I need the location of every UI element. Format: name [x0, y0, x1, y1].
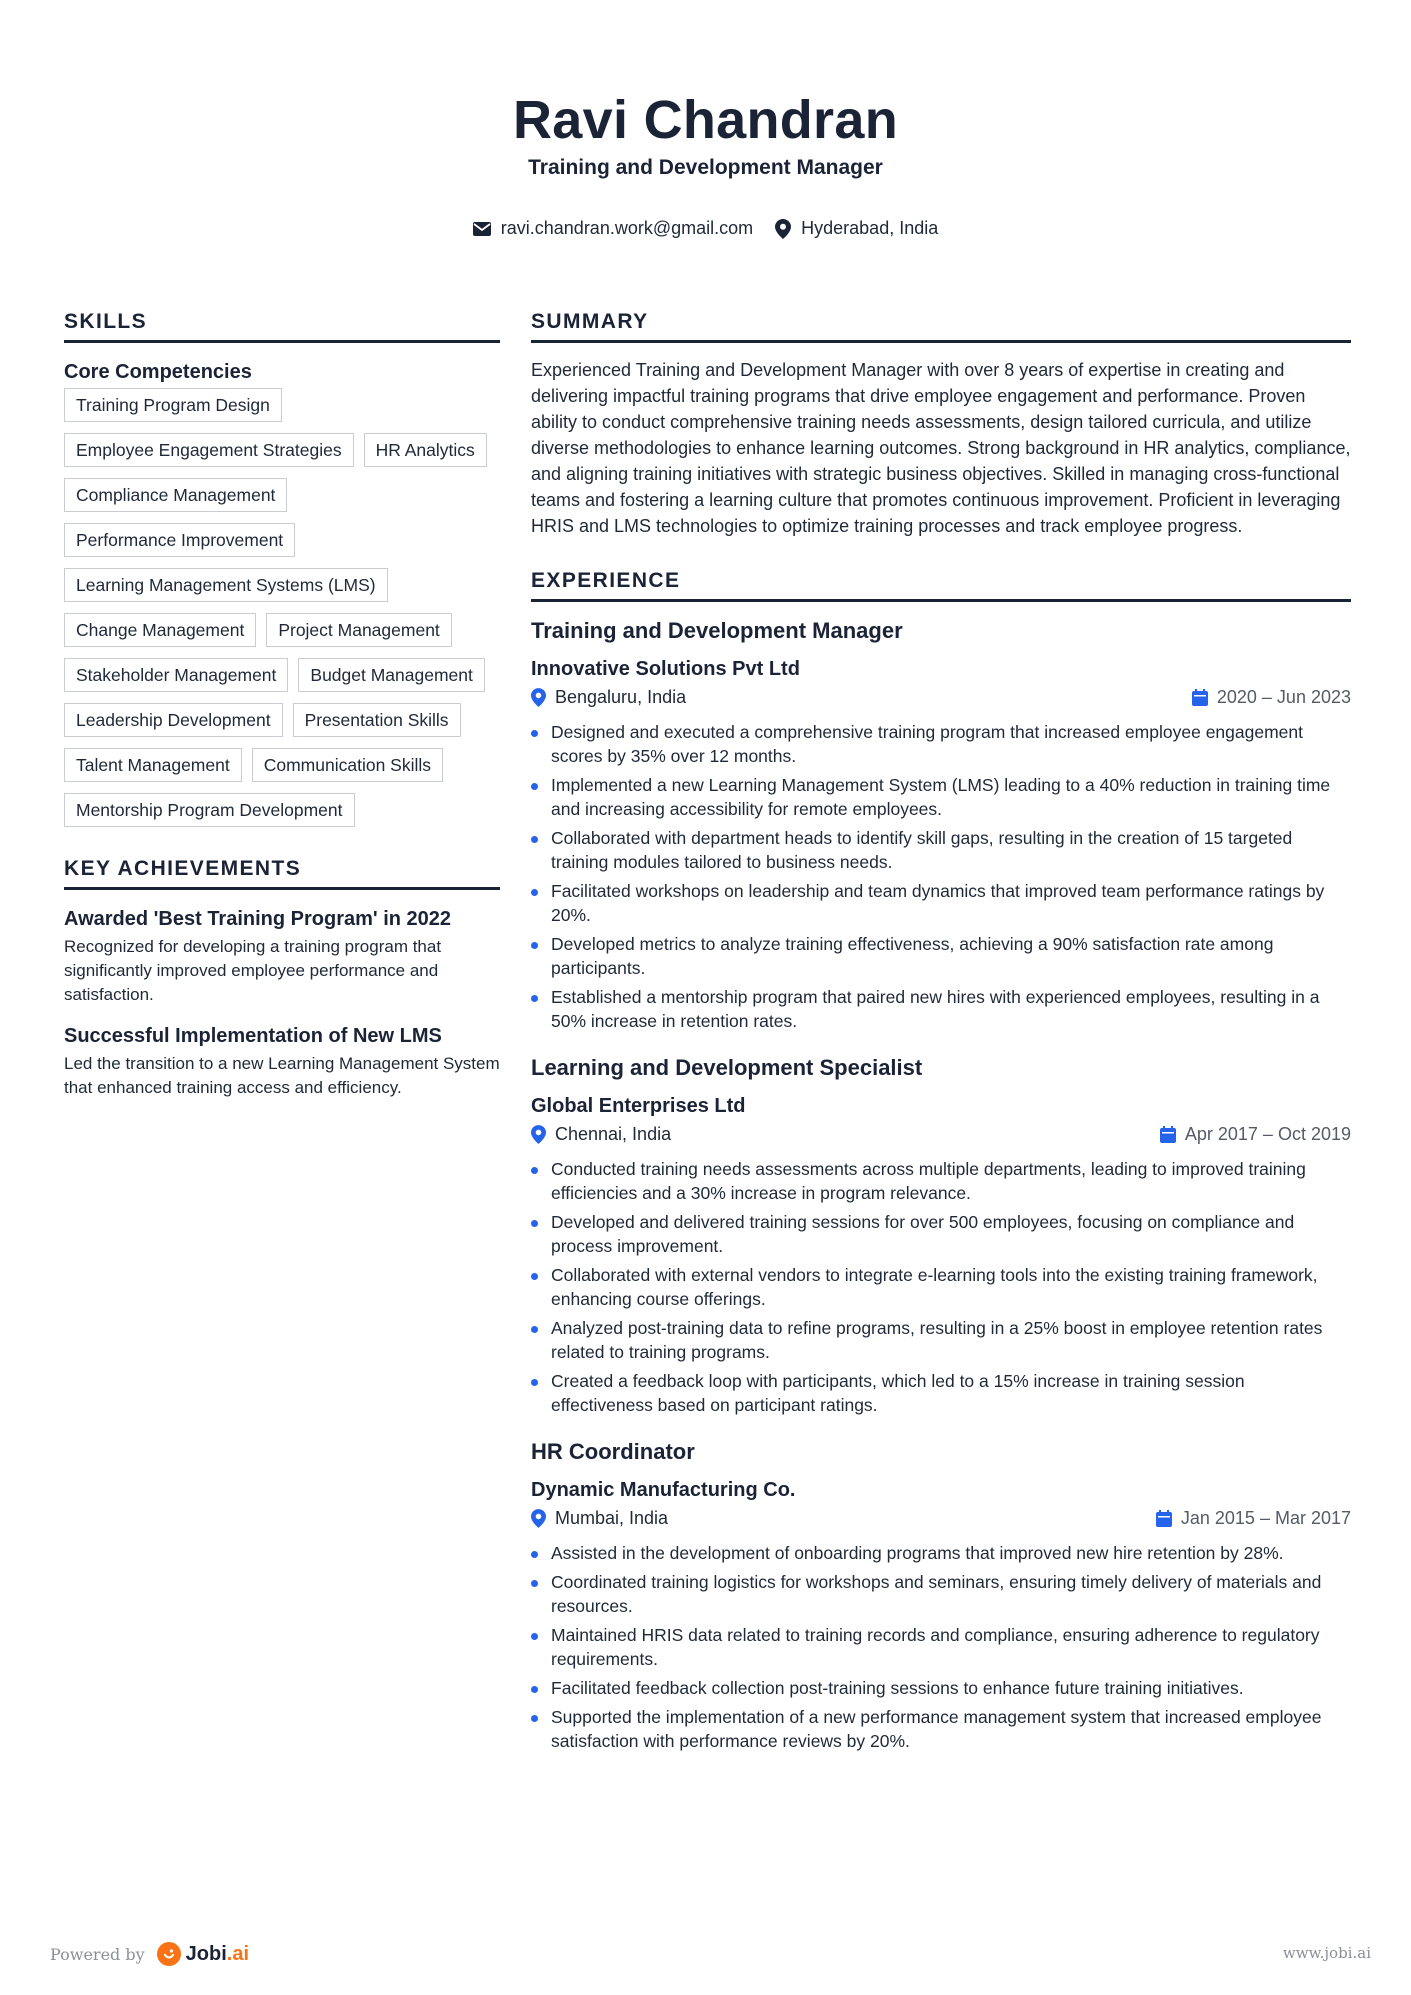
map-pin-icon	[531, 1509, 546, 1528]
bullet-dot-icon	[531, 1167, 538, 1174]
list-item	[531, 1570, 1351, 1618]
job-title: HR Coordinator	[531, 1439, 695, 1464]
powered-by-text: Powered by	[50, 1944, 145, 1964]
skill-tag: Learning Management Systems (LMS)	[64, 568, 388, 602]
list-item	[531, 1210, 1351, 1258]
calendar-icon	[1192, 689, 1208, 706]
job-location	[531, 1124, 671, 1145]
bullet-dot-icon	[531, 1220, 538, 1227]
bullet-dot-icon	[531, 783, 538, 790]
bullet-text: Analyzed post-training data to refine programs, resulting in a 25% boost in employee retention rates related to training programs.	[551, 1318, 1323, 1362]
skill-tag: Mentorship Program Development	[64, 793, 355, 827]
bullet-text: Established a mentorship program that paired new hires with experienced employees, resulting in a 50% increase in retention rates.	[551, 987, 1320, 1031]
skill-tag: Training Program Design	[64, 388, 282, 422]
bullet-text: Supported the implementation of a new performance management system that increased employee satisfaction with performance reviews by 20%.	[551, 1707, 1322, 1751]
contact-email[interactable]	[473, 218, 753, 239]
list-item	[531, 1623, 1351, 1671]
list-item	[531, 1705, 1351, 1753]
job-dates-text: Jan 2015 – Mar 2017	[1180, 1508, 1351, 1528]
job-dates	[1160, 1124, 1351, 1145]
list-item	[531, 1316, 1351, 1364]
bullet-dot-icon	[531, 1379, 538, 1386]
job-title: Training and Development Manager	[531, 618, 903, 643]
list-item	[531, 1676, 1351, 1700]
job-location	[531, 687, 686, 708]
candidate-name: Ravi Chandran	[513, 90, 898, 150]
job-meta	[531, 1124, 1351, 1145]
bullet-dot-icon	[531, 1326, 538, 1333]
map-pin-icon	[775, 219, 791, 239]
right-column	[531, 310, 1351, 1758]
achievement-item	[64, 908, 500, 1007]
skill-tag: Change Management	[64, 613, 256, 647]
list-item	[531, 826, 1351, 874]
job-bullets	[531, 1157, 1351, 1417]
job-bullets	[531, 1541, 1351, 1753]
bullet-dot-icon	[531, 1686, 538, 1693]
location-text: Hyderabad, India	[801, 218, 939, 238]
skill-tag: Stakeholder Management	[64, 658, 288, 692]
candidate-title: Training and Development Manager	[528, 156, 883, 179]
bullet-dot-icon	[531, 995, 538, 1002]
list-item	[531, 1369, 1351, 1417]
bullet-dot-icon	[531, 889, 538, 896]
company-name: Dynamic Manufacturing Co.	[531, 1479, 796, 1501]
bullet-dot-icon	[531, 1551, 538, 1558]
job-dates	[1192, 687, 1351, 708]
company-name: Innovative Solutions Pvt Ltd	[531, 658, 800, 680]
bullet-dot-icon	[531, 1580, 538, 1587]
bullet-text: Created a feedback loop with participants, which led to a 15% increase in training session effectiveness based on participant ratings.	[551, 1371, 1245, 1415]
skills-section	[64, 310, 500, 827]
map-pin-icon	[531, 688, 546, 707]
skill-tag: Employee Engagement Strategies	[64, 433, 354, 467]
skill-tag: Budget Management	[298, 658, 484, 692]
achievements-section	[64, 857, 500, 1100]
job-location-text: Bengaluru, India	[555, 687, 687, 707]
bullet-dot-icon	[531, 836, 538, 843]
email-text: ravi.chandran.work@gmail.com	[500, 218, 754, 238]
bullet-text: Conducted training needs assessments across multiple departments, leading to improved training efficiencies and a 30% increase in program relevance.	[551, 1159, 1306, 1203]
skill-tag: Leadership Development	[64, 703, 283, 737]
list-item	[531, 773, 1351, 821]
job-bullets	[531, 720, 1351, 1033]
logo-accent-text: .ai	[226, 1942, 250, 1965]
jobi-logo-text	[186, 1943, 249, 1966]
skill-tag: Performance Improvement	[64, 523, 295, 557]
company-name: Global Enterprises Ltd	[531, 1095, 746, 1117]
job-entry	[531, 618, 1351, 1033]
resume-header	[0, 88, 1411, 180]
bullet-text: Collaborated with external vendors to integrate e-learning tools into the existing training framework, enhancing course offerings.	[551, 1265, 1318, 1309]
map-pin-icon	[531, 1125, 546, 1144]
list-item	[531, 1541, 1351, 1565]
achievement-title: Awarded 'Best Training Program' in 2022	[64, 908, 452, 930]
footer-branding	[50, 1942, 249, 1966]
summary-heading: SUMMARY	[531, 310, 1351, 343]
contact-bar	[0, 218, 1411, 239]
jobi-logo-icon	[157, 1942, 181, 1966]
job-dates-text: Apr 2017 – Oct 2019	[1184, 1124, 1351, 1144]
bullet-text: Coordinated training logistics for workshops and seminars, ensuring timely delivery of materials and resources.	[551, 1572, 1322, 1616]
bullet-text: Designed and executed a comprehensive training program that increased employee engagement scores by 35% over 12 months.	[551, 722, 1303, 766]
jobi-logo[interactable]	[157, 1942, 249, 1966]
contact-location	[775, 218, 938, 239]
skill-tag: Project Management	[266, 613, 451, 647]
bullet-text: Developed metrics to analyze training effectiveness, achieving a 90% satisfaction rate among participants.	[551, 934, 1274, 978]
bullet-text: Facilitated feedback collection post-training sessions to enhance future training initiatives.	[551, 1678, 1244, 1698]
job-meta	[531, 687, 1351, 708]
bullet-text: Assisted in the development of onboarding programs that improved new hire retention by 28%.	[551, 1543, 1284, 1563]
skill-tag: Compliance Management	[64, 478, 287, 512]
job-title: Learning and Development Specialist	[531, 1055, 923, 1080]
skill-tag: Communication Skills	[252, 748, 443, 782]
bullet-text: Collaborated with department heads to identify skill gaps, resulting in the creation of 15 targeted training modules tailored to business needs.	[551, 828, 1293, 872]
list-item	[531, 1263, 1351, 1311]
achievement-title: Successful Implementation of New LMS	[64, 1025, 442, 1047]
achievements-heading: KEY ACHIEVEMENTS	[64, 857, 500, 890]
skills-heading: SKILLS	[64, 310, 500, 343]
job-location-text: Mumbai, India	[555, 1508, 669, 1528]
achievement-description: Led the transition to a new Learning Management System that enhanced training access and efficiency.	[64, 1054, 500, 1097]
job-dates	[1156, 1508, 1351, 1529]
bullet-text: Facilitated workshops on leadership and team dynamics that improved team performance ratings by 20%.	[551, 881, 1325, 925]
list-item	[531, 720, 1351, 768]
achievement-description: Recognized for developing a training program that significantly improved employee performance and satisfaction.	[64, 937, 442, 1004]
bullet-dot-icon	[531, 1273, 538, 1280]
bullet-dot-icon	[531, 1633, 538, 1640]
experience-heading: EXPERIENCE	[531, 569, 1351, 602]
job-location-text: Chennai, India	[555, 1124, 672, 1144]
job-entry	[531, 1055, 1351, 1417]
job-meta	[531, 1508, 1351, 1529]
bullet-text: Developed and delivered training sessions for over 500 employees, focusing on compliance and process improvement.	[551, 1212, 1295, 1256]
job-dates-text: 2020 – Jun 2023	[1216, 687, 1351, 707]
list-item	[531, 879, 1351, 927]
left-column	[64, 310, 500, 1100]
summary-section	[531, 310, 1351, 539]
list-item	[531, 932, 1351, 980]
bullet-dot-icon	[531, 942, 538, 949]
calendar-icon	[1160, 1126, 1176, 1143]
achievement-item	[64, 1025, 500, 1100]
bullet-dot-icon	[531, 730, 538, 737]
logo-main-text: Jobi	[185, 1942, 227, 1965]
bullet-dot-icon	[531, 1715, 538, 1722]
bullet-text: Maintained HRIS data related to training records and compliance, ensuring adherence to regulatory requirements.	[551, 1625, 1320, 1669]
calendar-icon	[1156, 1510, 1172, 1527]
skill-tag: HR Analytics	[364, 433, 487, 467]
list-item	[531, 1157, 1351, 1205]
job-entry	[531, 1439, 1351, 1753]
footer-website-link[interactable]: www.jobi.ai	[1282, 1944, 1371, 1962]
list-item	[531, 985, 1351, 1033]
bullet-text: Implemented a new Learning Management System (LMS) leading to a 40% reduction in training time and increasing accessibility for remote employees.	[551, 775, 1331, 819]
skill-tag: Talent Management	[64, 748, 242, 782]
job-location	[531, 1508, 668, 1529]
experience-section	[531, 569, 1351, 1753]
mail-icon	[473, 222, 491, 236]
skills-tag-list	[64, 388, 500, 827]
summary-text: Experienced Training and Development Manager with over 8 years of expertise in creating and delivering impactful training programs that drive employee engagement and performance. Proven ability to conduct comprehensive training needs assessments, design tailored curricula, and utilize diverse methodologies to enhance learning outcomes. Strong background in HR analytics, compliance, and aligning training initiatives with strategic business objectives. Skilled in managing cross-functional teams and fostering a learning culture that promotes continuous improvement. Proficient in leveraging HRIS and LMS technologies to optimize training processes and track employee progress.	[531, 360, 1351, 536]
skills-group-title: Core Competencies	[64, 361, 252, 383]
skill-tag: Presentation Skills	[293, 703, 461, 737]
